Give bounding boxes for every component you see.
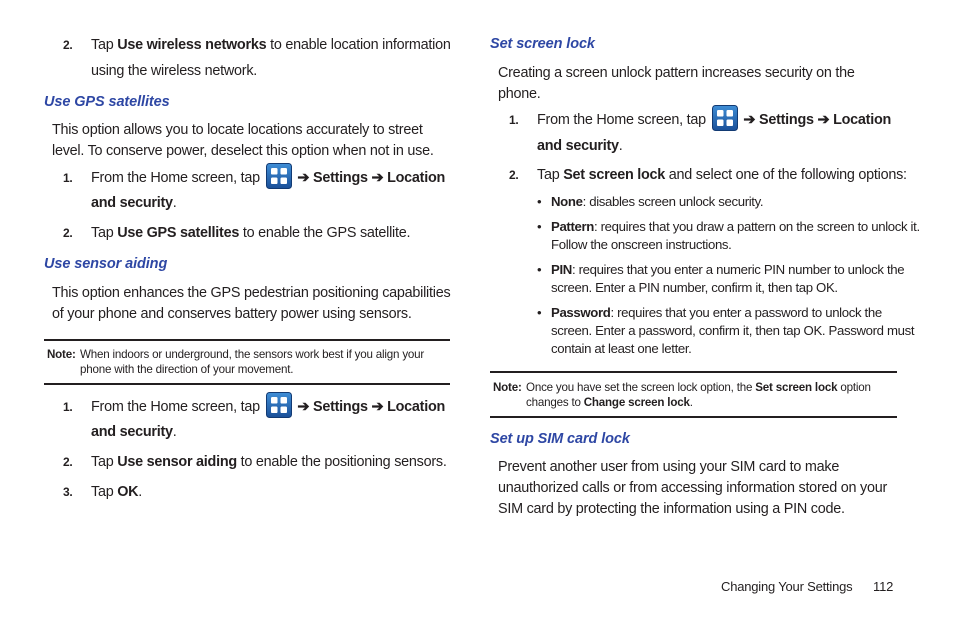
- bullet-icon: •: [537, 262, 542, 277]
- page-number: 112: [873, 579, 894, 594]
- note-label: Note:: [493, 381, 522, 394]
- gps-paragraph: This option allows you to locate locations accurately to street level. To conserve power, deselect this option when not in use.: [52, 122, 434, 159]
- ok-label: OK: [117, 484, 139, 500]
- note-top-divider: [490, 371, 897, 373]
- settings-label: Settings: [312, 170, 368, 186]
- use-wireless-networks-label: Use wireless networks: [117, 37, 267, 53]
- settings-label: Settings: [312, 399, 368, 415]
- arrow-icon: ➔: [371, 399, 384, 415]
- note-bottom-divider: [44, 383, 450, 385]
- bullet-icon: •: [537, 194, 542, 209]
- heading-set-screen-lock: Set screen lock: [490, 36, 595, 52]
- sensor-paragraph: This option enhances the GPS pedestrian positioning capabilities of your phone and conserves battery power using sensors.: [52, 285, 451, 322]
- location-label: Location: [387, 399, 446, 415]
- bullet-icon: •: [537, 305, 542, 320]
- heading-use-gps-satellites: Use GPS satellites: [44, 94, 170, 110]
- heading-set-up-sim-card-lock: Set up SIM card lock: [490, 431, 630, 447]
- arrow-icon: ➔: [371, 170, 384, 186]
- note-top-divider: [44, 339, 450, 341]
- set-screen-lock-label: Set screen lock: [563, 167, 666, 183]
- heading-use-sensor-aiding: Use sensor aiding: [44, 256, 168, 272]
- arrow-icon: ➔: [297, 399, 310, 415]
- arrow-icon: ➔: [297, 170, 310, 186]
- note-bottom-divider: [490, 416, 897, 418]
- location-label: Location: [387, 170, 446, 186]
- use-gps-satellites-label: Use GPS satellites: [117, 225, 240, 241]
- use-sensor-aiding-label: Use sensor aiding: [117, 454, 237, 470]
- apps-grid-icon: [266, 163, 292, 189]
- location-label: Location: [833, 112, 892, 128]
- sim-lock-paragraph: Prevent another user from using your SIM card to make unauthorized calls or from accessing information stored on your SIM card by protecting the information using a PIN code.: [498, 459, 887, 517]
- note-label: Note:: [47, 348, 76, 361]
- apps-grid-icon: [266, 392, 292, 418]
- screen-lock-paragraph: Creating a screen unlock pattern increases security on the phone.: [498, 65, 855, 102]
- step-number: 2.: [63, 38, 73, 52]
- arrow-icon: ➔: [743, 112, 756, 128]
- apps-grid-icon: [712, 105, 738, 131]
- footer-section-title: Changing Your Settings: [721, 579, 853, 594]
- bullet-icon: •: [537, 219, 542, 234]
- arrow-icon: ➔: [817, 112, 830, 128]
- settings-label: Settings: [758, 112, 814, 128]
